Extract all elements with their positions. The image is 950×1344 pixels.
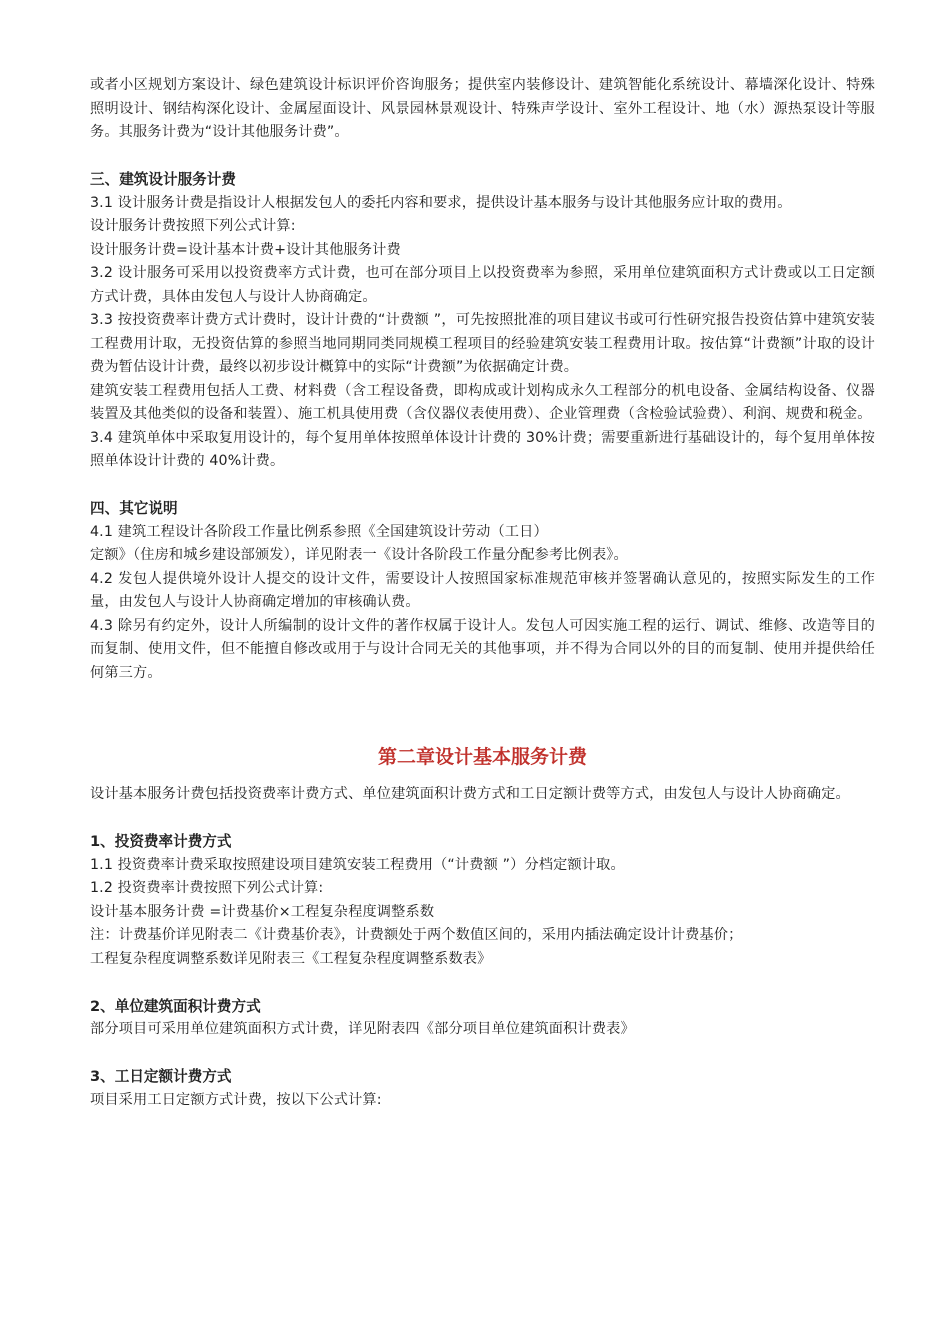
para-area-fee: 部分项目可采用单位建筑面积方式计费，详见附表四《部分项目单位建筑面积计费表》 [90,1021,635,1037]
section-4-heading: 四、其它说明 [90,500,178,517]
para-formula-intro: 设计服务计费按照下列公式计算: [90,218,296,234]
chapter-intro: 设计基本服务计费包括投资费率计费方式、单位建筑面积计费方式和工日定额计费等方式，由发包人与设计人协商确定。 [90,786,850,802]
para-4-3: 4.3 除另有约定外，设计人所编制的设计文件的著作权属于设计人。发包人可因实施工程的运行、调试、维修、改造等目的而复制、使用文件，但不能擅自修改或用于与设计合同无关的其他事项，并不得为合同以外的目的而复制、使用并提供给任何第三方。 [90,617,875,681]
para-3-2: 3.2 设计服务可采用以投资费率方式计费，也可在部分项目上以投资费率为参照，采用单位建筑面积方式计费或以工日定额方式计费，具体由发包人与设计人协商确定。 [90,265,875,305]
para-4-1b: 定额》（住房和城乡建设部颁发），详见附表一《设计各阶段工作量分配参考比例表》。 [90,547,628,563]
section-3-heading: 三、建筑设计服务计费 [90,171,236,188]
para-4-1a: 4.1 建筑工程设计各阶段工作量比例系参照《全国建筑设计劳动（工日） [90,523,548,540]
para-1-1: 1.1 投资费率计费采取按照建设项目建筑安装工程费用（“计费额 ”）分档定额计取。 [90,856,625,873]
para-3-1: 3.1 设计服务计费是指设计人根据发包人的委托内容和要求，提供设计基本服务与设计其他服务应计取的费用。 [90,194,792,211]
para-note: 注：计费基价详见附表二《计费基价表》，计费额处于两个数值区间的，采用内插法确定设计计费基价； [90,927,743,943]
para-formula: 设计服务计费=设计基本计费+设计其他服务计费 [90,241,401,258]
para-complexity: 工程复杂程度调整系数详见附表三《工程复杂程度调整系数表》 [90,950,492,967]
para-3-3: 3.3 按投资费率计费方式计费时，设计计费的“计费额 ”，可先按照批准的项目建议书或可行性研究报告投资估算中建筑安装工程费用计取，无投资估算的参照当地同期同类同规模工程项目的经验建筑安装工程费用计取。按估算“计费额”计取的设计费为暂估设计计费，最终以初步设计概算中的实际“计费额”为依据确定计费。 [90,312,875,375]
para-basic-formula: 设计基本服务计费 =计费基价×工程复杂程度调整系数 [90,903,435,920]
para-3-4: 3.4 建筑单体中采取复用设计的，每个复用单体按照单体设计计费的 30%计费；需要重新进行基础设计的，每个复用单体按照单体设计计费的 40%计费。 [90,429,875,469]
subsection-1-heading: 1、投资费率计费方式 [90,833,232,850]
document-page [90,74,875,1112]
para-construction-cost: 建筑安装工程费用包括人工费、材料费（含工程设备费，即构成或计划构成永久工程部分的机电设备、金属结构设备、仪器装置及其他类似的设备和装置）、施工机具使用费（含仪器仪表使用费）、企业管理费（含检验试验费）、利润、规费和税金。 [90,382,875,422]
para-4-2: 4.2 发包人提供境外设计人提交的设计文件，需要设计人按照国家标准规范审核并签署确认意见的，按照实际发生的工作量，由发包人与设计人协商确定增加的审核确认费。 [90,570,875,610]
subsection-2-heading: 2、单位建筑面积计费方式 [90,997,261,1015]
intro-paragraph: 或者小区规划方案设计、绿色建筑设计标识评价咨询服务；提供室内装修设计、建筑智能化系统设计、幕墙深化设计、特殊照明设计、钢结构深化设计、金属屋面设计、风景园林景观设计、特殊声学设计、室外工程设计、地（水）源热泵设计等服务。其服务计费为“设计其他服务计费”。 [90,77,875,140]
para-1-2: 1.2 投资费率计费按照下列公式计算: [90,880,324,896]
para-workday-fee: 项目采用工日定额方式计费，按以下公式计算: [90,1091,382,1108]
chapter-title: 第二章设计基本服务计费 [377,746,587,768]
subsection-3-heading: 3、工日定额计费方式 [90,1068,232,1085]
